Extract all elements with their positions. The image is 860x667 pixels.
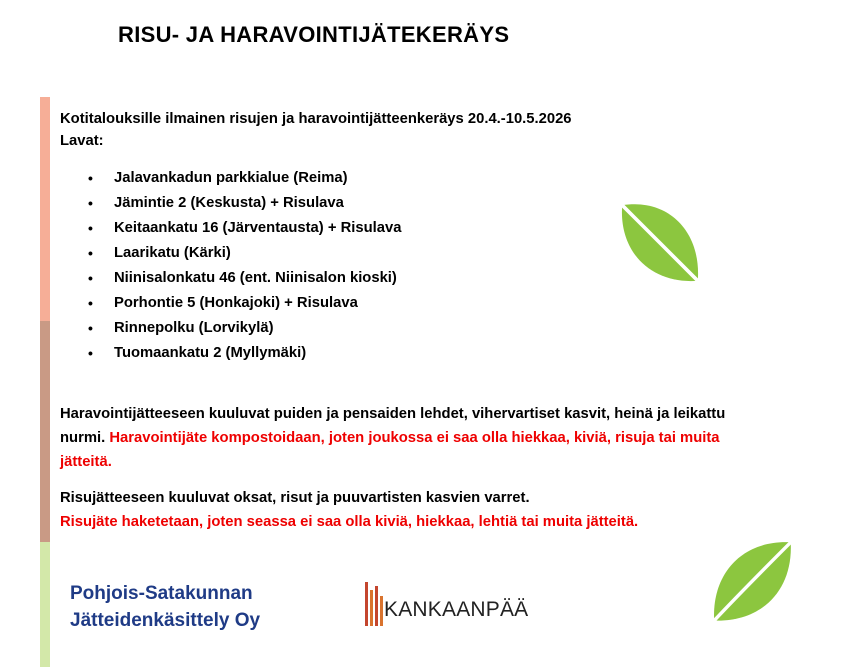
kankaanpaa-logo-mark (364, 582, 386, 626)
raking-waste-description: Haravointijätteeseen kuuluvat puiden ja pensaiden lehdet, vihervartiset kasvit, heinä ja leikattu nurmi. (60, 406, 726, 446)
intro (60, 108, 760, 152)
list-item: • Porhontie 5 (Honkajoki) + Risulava (114, 291, 760, 316)
branch-waste-paragraph (60, 486, 760, 534)
branch-waste-warning: Risujäte haketetaan, joten seassa ei saa olla kiviä, hiekkaa, lehtiä tai muita jätteitä. (60, 514, 639, 530)
main-content (60, 108, 760, 534)
sidebar-stripe-top (40, 97, 50, 321)
intro-line: Kotitalouksille ilmainen risujen ja haravointijätteenkeräys 20.4.-10.5.2026 (60, 111, 572, 127)
sidebar-stripe-middle (40, 321, 50, 542)
list-item: • Tuomaankatu 2 (Myllymäki) (114, 341, 760, 366)
intro-lavat-label: Lavat: (60, 133, 104, 149)
leaf-icon (708, 538, 796, 624)
list-item: • Jalavankadun parkkialue (Reima) (114, 166, 760, 191)
branch-waste-description: Risujätteeseen kuuluvat oksat, risut ja puuvartisten kasvien varret. (60, 490, 530, 506)
sidebar-stripe-bottom (40, 542, 50, 667)
raking-waste-paragraph (60, 402, 760, 474)
list-item: • Keitaankatu 16 (Järventausta) + Risulava (114, 216, 760, 241)
leaf-icon (615, 198, 705, 288)
list-item: • Laarikatu (Kärki) (114, 241, 760, 266)
list-item: • Jämintie 2 (Keskusta) + Risulava (114, 191, 760, 216)
psjk-logo (70, 580, 260, 634)
psjk-logo-line1: Pohjois-Satakunnan (70, 583, 253, 604)
kankaanpaa-logo-text: KANKAANPÄÄ (384, 598, 529, 621)
page-title: RISU- JA HARAVOINTIJÄTEKERÄYS (118, 22, 510, 47)
raking-waste-warning: Haravointijäte kompostoidaan, joten joukossa ei saa olla hiekkaa, kiviä, risuja tai muita jätteitä. (60, 430, 720, 470)
list-item: • Rinnepolku (Lorvikylä) (114, 316, 760, 341)
list-item: • Niinisalonkatu 46 (ent. Niinisalon kioski) (114, 266, 760, 291)
psjk-logo-line2: Jätteidenkäsittely Oy (70, 610, 261, 631)
